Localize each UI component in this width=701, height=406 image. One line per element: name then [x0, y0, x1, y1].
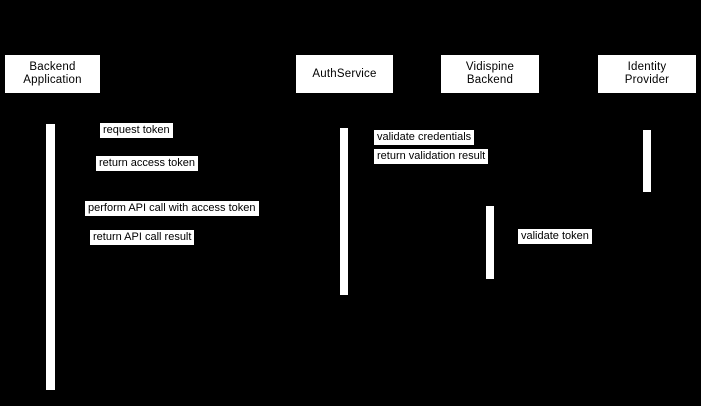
activation-bar-vidispine-backend — [486, 206, 494, 279]
activation-bar-backend-application — [46, 124, 55, 390]
lifeline-label-line1: AuthService — [312, 67, 377, 80]
activation-bar-identity-provider — [643, 130, 651, 192]
lifeline-head-auth-service[interactable] — [296, 55, 393, 93]
message-label-return-validation-result: return validation result — [374, 149, 488, 164]
lifeline-label-line1: Vidispine — [465, 61, 515, 73]
message-label-return-access-token: return access token — [96, 156, 198, 171]
activation-bar-auth-service — [340, 128, 348, 295]
message-label-return-api-call-result: return API call result — [90, 230, 194, 245]
lifeline-label-line1: Identity — [627, 61, 667, 73]
lifeline-label-line2: Backend — [466, 74, 514, 86]
message-label-request-token: request token — [100, 123, 173, 138]
message-label-validate-credentials: validate credentials — [374, 130, 474, 145]
message-label-perform-api-call: perform API call with access token — [85, 201, 259, 216]
lifeline-label-line1: Backend — [29, 61, 76, 73]
lifeline-head-backend-application[interactable] — [5, 55, 100, 93]
lifeline-label-identity-provider — [621, 61, 673, 87]
lifeline-label-line2: Application — [23, 74, 82, 86]
lifeline-label-backend-application — [19, 61, 85, 87]
lifeline-head-identity-provider[interactable] — [598, 55, 696, 93]
message-label-validate-token: validate token — [518, 229, 592, 244]
lifeline-label-auth-service — [308, 68, 380, 81]
lifeline-head-vidispine-backend[interactable] — [441, 55, 539, 93]
lifeline-label-line2: Provider — [624, 74, 670, 86]
lifeline-label-vidispine-backend — [462, 61, 518, 87]
